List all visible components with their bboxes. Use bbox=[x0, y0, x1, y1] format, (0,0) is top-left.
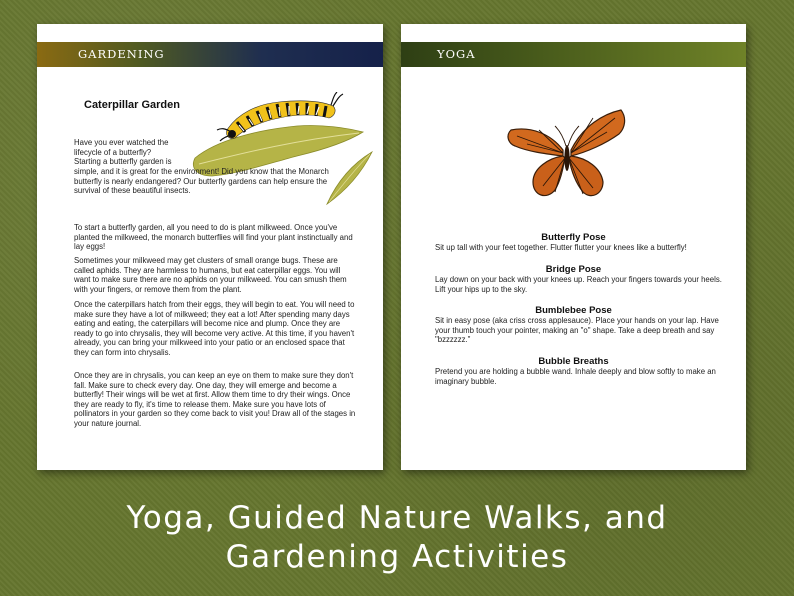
garden-intro-wide: simple, and it is great for the environment! Did you know that the Monarch butterfly is nearly endangered? Our butterfly gardens can help ensure the survival of these beautiful insects. bbox=[74, 167, 329, 196]
pose-description: Lay down on your back with your knees up. Reach your fingers towards your heels. Lift your hips up to the sky. bbox=[435, 275, 722, 294]
pose-description: Pretend you are holding a bubble wand. Inhale deeply and blow softly to make an imaginary bubble. bbox=[435, 367, 716, 386]
garden-paragraph: Once they are in chrysalis, you can keep an eye on them to make sure they don't fall. Make sure to check every day. One day, they will emerge and become a butterfly! Their wings will be wet at first. Allow them time to dry their wings. Once they are ready to fly, it's time to release them. Make sure you have lots of pollinators in your garden so they come back to visit you! Draw all of the stages in your nature journal. bbox=[74, 371, 356, 428]
gardening-card bbox=[37, 24, 383, 470]
pose-title: Butterfly Pose bbox=[541, 232, 606, 243]
caption-line-1: Yoga, Guided Nature Walks, and bbox=[126, 500, 668, 536]
yoga-card bbox=[401, 24, 746, 470]
yoga-banner: YOGA bbox=[401, 42, 746, 67]
right-forewing bbox=[571, 110, 625, 156]
right-hindwing bbox=[569, 156, 603, 196]
butterfly-body bbox=[564, 145, 569, 171]
caption-line-2: Gardening Activities bbox=[225, 539, 569, 575]
pose-title: Bridge Pose bbox=[545, 264, 602, 275]
garden-paragraph: Once the caterpillars hatch from their eggs, they will begin to eat. You will need to make sure they have a lot of milkweed; they eat a lot! After spending many days eating and eating, the caterpillars will become nice and plump. Once they are ready to go into chrysalis, they will become very active. At this time, if you haven't already, you can bring your milkweed into your patio or an enclosed space that they can form into chrysalis. bbox=[74, 300, 355, 357]
pose-description: Sit up tall with your feet together. Flutter flutter your knees like a butterfly! bbox=[435, 243, 687, 252]
garden-paragraph: Sometimes your milkweed may get clusters of small orange bugs. These are called aphids. They are harmless to humans, but eat caterpillar eggs. You will want to make sure there are no aphids on your milkweed. You can smush them with your fingers, or remove them from the plant. bbox=[74, 256, 347, 294]
monarch-butterfly-illustration bbox=[503, 96, 631, 208]
garden-paragraph: To start a butterfly garden, all you need to do is plant milkweed. Once you've planted the milkweed, the monarch butterflies will find your plant instinctually and lay eggs! bbox=[74, 223, 353, 252]
caterpillar-garden-title: Caterpillar Garden bbox=[84, 99, 180, 111]
pose-description: Sit in easy pose (aka criss cross applesauce). Place your hands on your lap. Have your thumb touch your pointer, making an "o" shape. Take a deep breath and say "bzzzzzz." bbox=[435, 316, 719, 345]
pose-title: Bubble Breaths bbox=[538, 356, 609, 367]
gardening-banner: GARDENING bbox=[37, 42, 383, 67]
garden-intro-narrow: Have you ever watched the lifecycle of a butterfly? Starting a butterfly garden is bbox=[74, 138, 172, 167]
pose-title: Bumblebee Pose bbox=[535, 305, 612, 316]
